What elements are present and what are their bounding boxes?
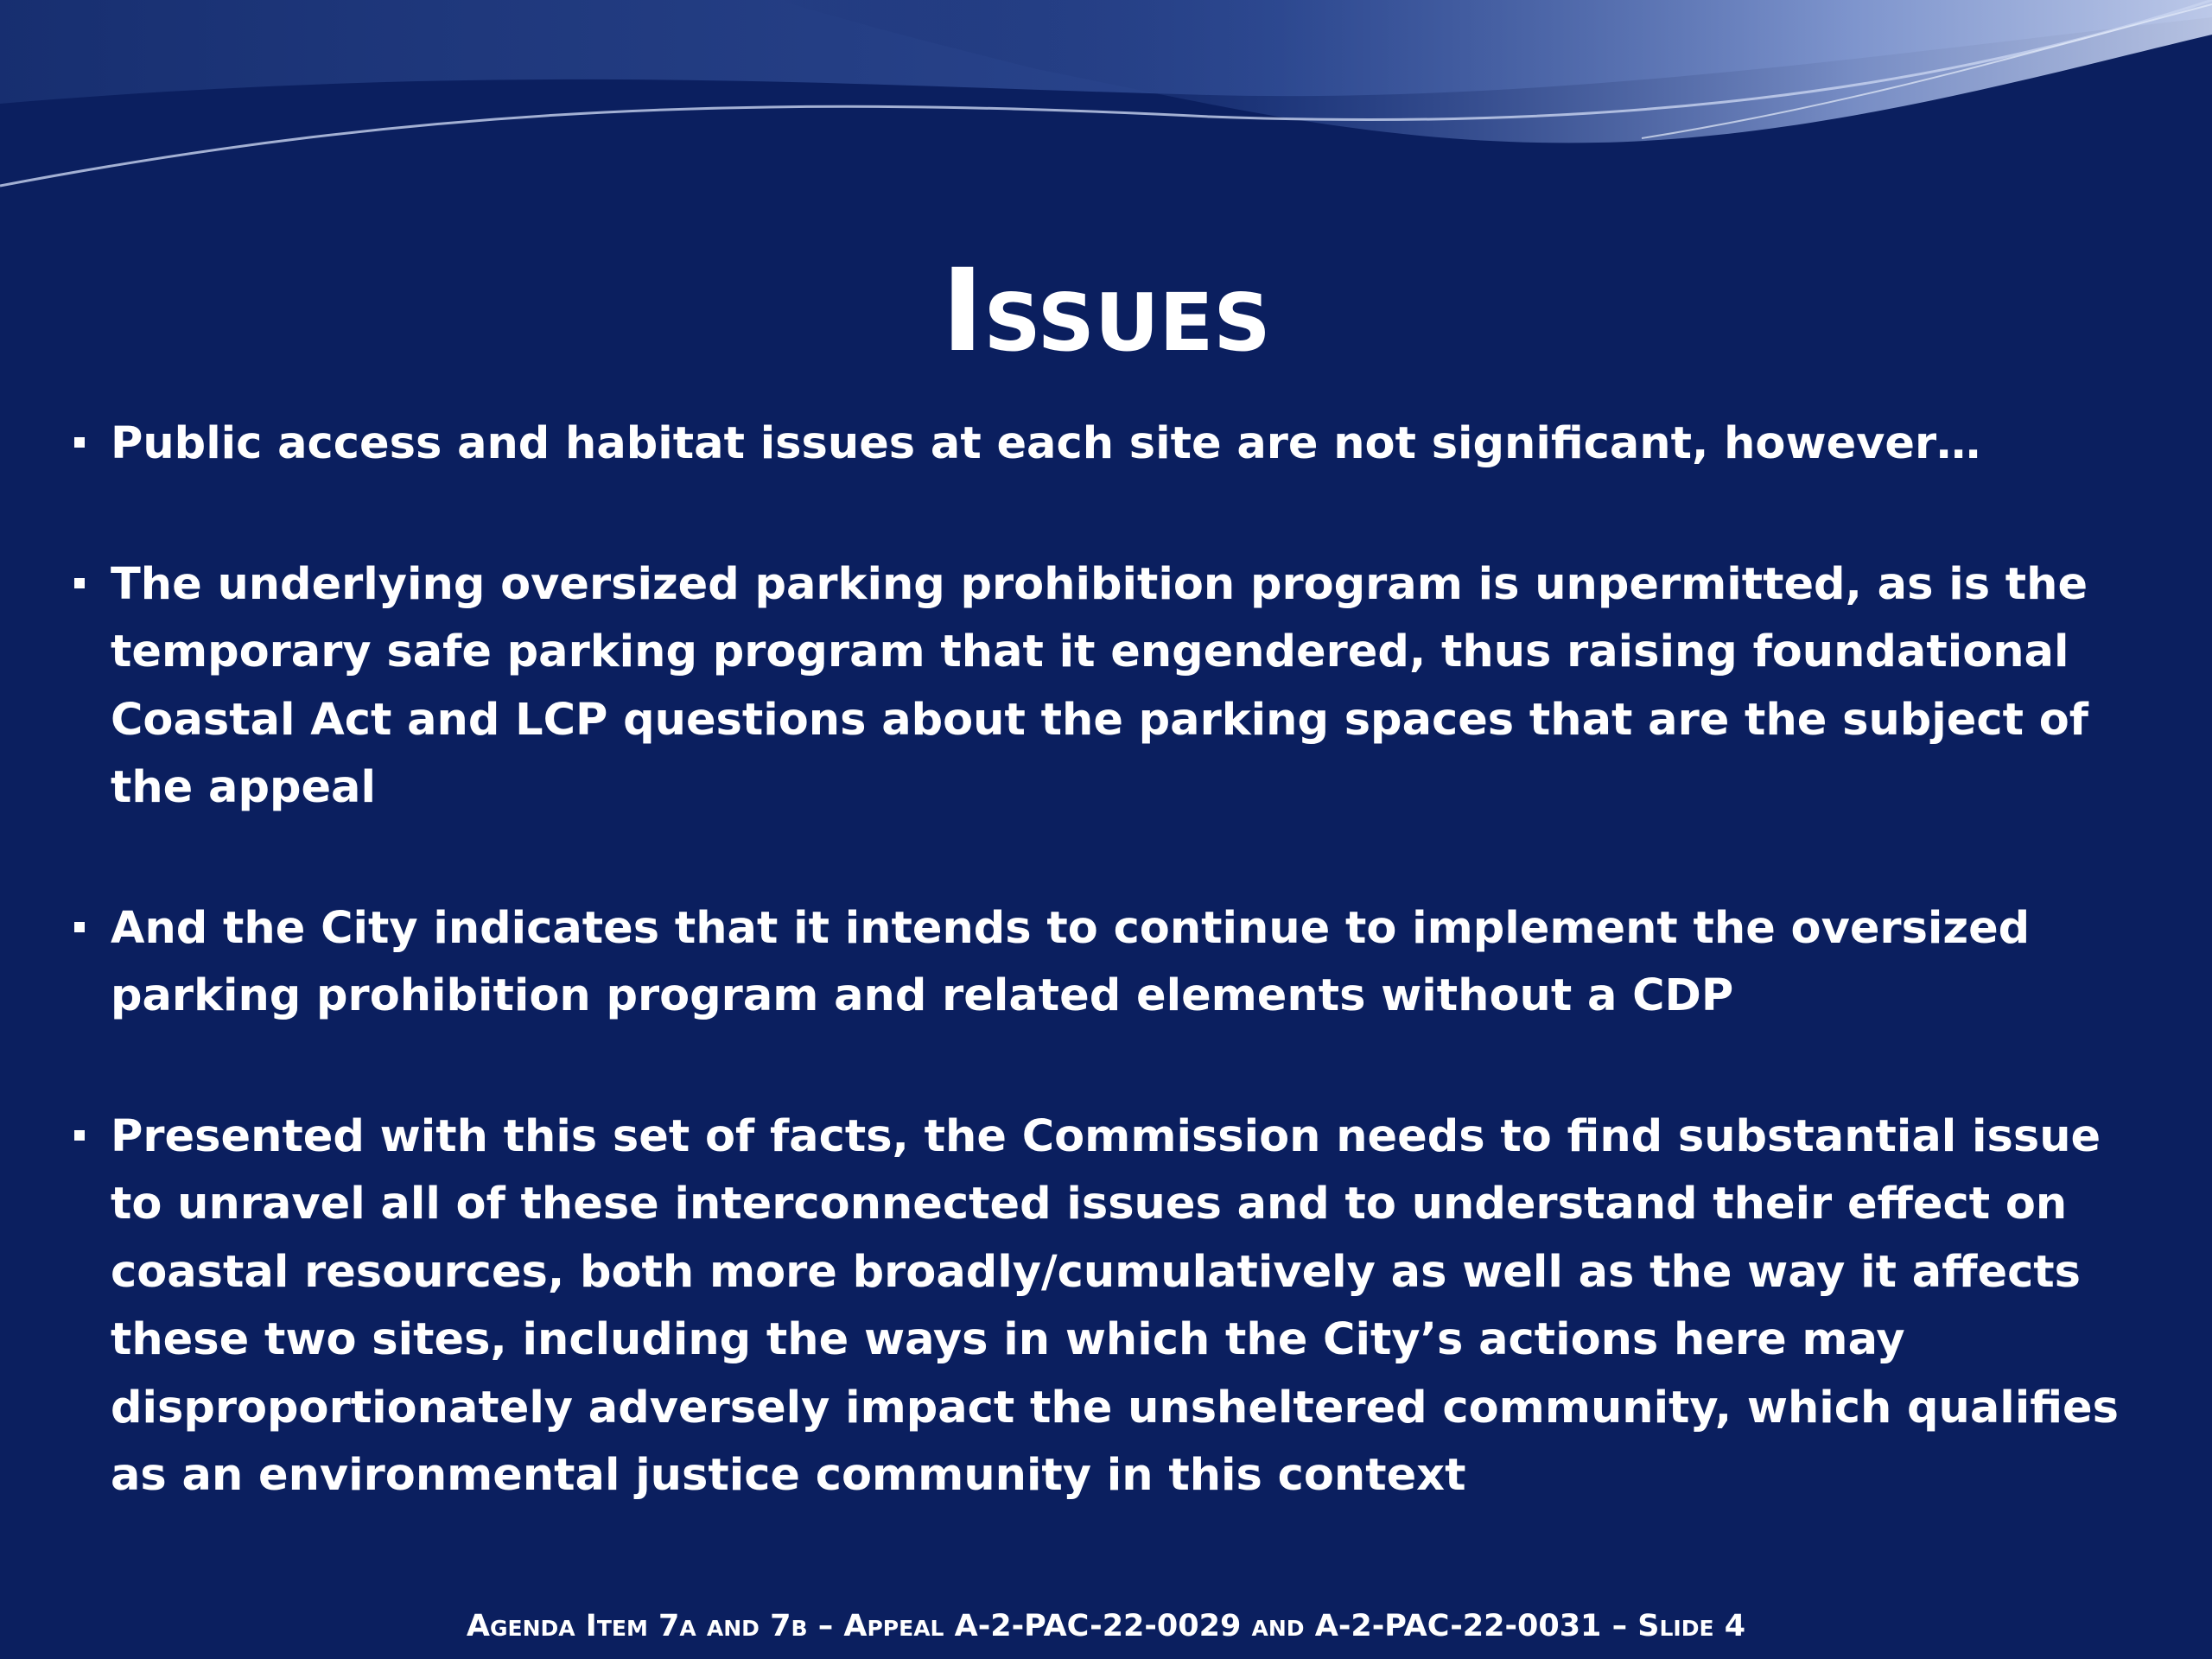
square-bullet-icon: [74, 578, 85, 588]
bullet-item: [69, 1103, 2160, 1510]
slide-title: Issues: [941, 245, 1271, 378]
bullet-item: [69, 551, 2160, 823]
bullet-text: The underlying oversized parking prohibition program is unpermitted, as is the temporary safe parking program that it engendered, thus raising foundational Coastal Act and LCP questions about the parking spaces that are the subject of the appeal: [111, 558, 2088, 813]
square-bullet-icon: [74, 437, 85, 448]
bullet-list: [69, 410, 2160, 1510]
slide-footer: Agenda Item 7a and 7b – Appeal A-2-PAC-22-0029 and A-2-PAC-22-0031 – Slide 4: [466, 1609, 1746, 1643]
square-bullet-icon: [74, 922, 85, 932]
header-wave-decoration: [0, 0, 2212, 207]
bullet-text: Presented with this set of facts, the Commission needs to find substantial issue to unravel all of these interconnected issues and to understand their effect on coastal resources, both more broadly/cumulatively as well as the way it affects these two sites, including the ways in which the City’s actions here may disproportionately adversely impact the unsheltered community, which qualifies as an environmental justice community in this context: [111, 1110, 2119, 1501]
bullet-text: And the City indicates that it intends to continue to implement the oversized parking prohibition program and related elements without a CDP: [111, 902, 2031, 1021]
bullet-item: [69, 895, 2160, 1031]
bullet-text: Public access and habitat issues at each site are not significant, however…: [111, 418, 1981, 469]
square-bullet-icon: [74, 1130, 85, 1141]
bullet-item: [69, 410, 2160, 479]
